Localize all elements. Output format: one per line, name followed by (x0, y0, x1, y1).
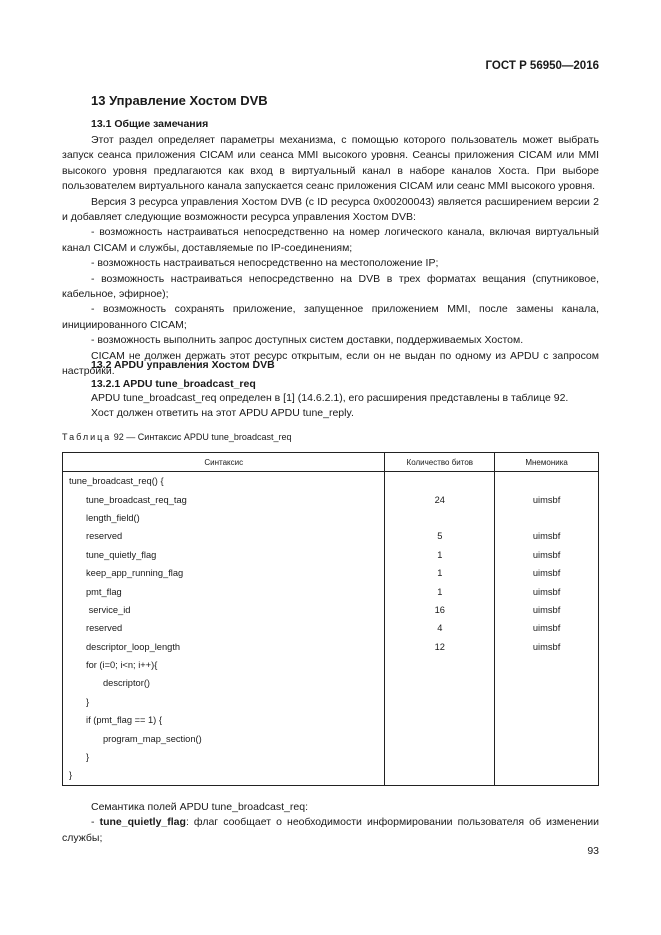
paragraph: Версия 3 ресурса управления Хостом DVB (с ID ресурса 0x00200043) является расширением версии 2 и добавляет следующие возможности ресурса управления Хостом DVB: (62, 195, 599, 224)
syntax-cell: tune_broadcast_req() { (69, 476, 164, 487)
syntax-cell: keep_app_running_flag (86, 568, 184, 579)
semantics-text (62, 800, 599, 846)
table-caption-prefix: Таблица (62, 432, 112, 442)
table-caption-text: 92 — Синтаксис APDU tune_broadcast_req (111, 432, 292, 442)
section-heading: 13 Управление Хостом DVB (91, 93, 268, 108)
syntax-cell: reserved (86, 531, 123, 542)
syntax-cell: length_field() (86, 512, 140, 523)
mnemonic-cell (495, 472, 599, 491)
table-row (63, 711, 599, 729)
mnemonic-cell (495, 509, 599, 527)
mnemonic-cell: uimsbf (495, 601, 599, 619)
list-prefix: - (91, 816, 100, 829)
bits-cell (385, 472, 495, 491)
syntax-cell: reserved (86, 623, 123, 634)
mnemonic-cell: uimsbf (495, 527, 599, 545)
syntax-cell: if (pmt_flag == 1) { (86, 715, 162, 726)
subsection-heading-apdu: 13.2 APDU управления Хостом DVB (91, 359, 275, 371)
syntax-cell: } (86, 696, 90, 707)
bits-cell: 1 (385, 582, 495, 600)
syntax-cell: pmt_flag (86, 586, 122, 597)
list-item: - возможность настраиваться непосредственно на DVB в трех форматах вещания (спутниковое, кабельное, эфирное); (62, 272, 599, 301)
table-header-row (63, 453, 599, 472)
subsection-heading-general: 13.1 Общие замечания (91, 118, 209, 130)
paragraph: CICAM не должен держать этот ресурс открытым, если он не выдан по одному из APDU с запросом настройки. (62, 349, 599, 378)
bits-cell: 4 (385, 619, 495, 637)
mnemonic-cell: uimsbf (495, 546, 599, 564)
syntax-table (62, 452, 599, 786)
bits-cell: 1 (385, 564, 495, 582)
mnemonic-cell: uimsbf (495, 490, 599, 508)
syntax-cell: tune_broadcast_req_tag (86, 494, 187, 505)
mnemonic-cell: uimsbf (495, 564, 599, 582)
syntax-cell: } (86, 752, 90, 763)
paragraph: Хост должен ответить на этот APDU APDU tune_reply. (91, 407, 354, 420)
standard-number: ГОСТ Р 56950—2016 (485, 60, 599, 72)
bits-cell (385, 711, 495, 729)
table-row (63, 564, 599, 582)
table-row (63, 748, 599, 766)
table-row (63, 674, 599, 692)
table-row (63, 693, 599, 711)
bits-cell: 16 (385, 601, 495, 619)
syntax-cell: program_map_section() (103, 733, 202, 744)
apdu-text (62, 391, 599, 422)
table-row (63, 656, 599, 674)
bits-cell (385, 729, 495, 747)
field-term: tune_quietly_flag (99, 816, 186, 829)
field-description: : флаг сообщает о необходимости информировании пользователя об изменении службы; (62, 816, 599, 844)
table-row (63, 619, 599, 637)
mnemonic-cell: uimsbf (495, 638, 599, 656)
mnemonic-cell (495, 766, 599, 785)
list-item: - возможность сохранять приложение, запущенное приложением MMI, после замены канала, инициированного CICAM; (62, 303, 599, 331)
bits-cell (385, 509, 495, 527)
bits-cell (385, 693, 495, 711)
header-mnemonic: Мнемоника (495, 453, 599, 472)
list-item: - возможность настраиваться непосредственно на номер логического канала, включая виртуальный канал CICAM и службы, доставляемые по IP-соединениям; (62, 226, 599, 254)
mnemonic-cell (495, 693, 599, 711)
table-caption (62, 432, 291, 442)
subsubsection-heading: 13.2.1 APDU tune_broadcast_req (91, 378, 256, 390)
table-row (63, 729, 599, 747)
page-number: 93 (587, 845, 599, 857)
bits-cell (385, 674, 495, 692)
table-row (63, 638, 599, 656)
bits-cell (385, 656, 495, 674)
mnemonic-cell (495, 674, 599, 692)
header-bits: Количество битов (385, 453, 495, 472)
table-row (63, 601, 599, 619)
mnemonic-cell (495, 656, 599, 674)
paragraph: Семантика полей APDU tune_broadcast_req: (91, 801, 308, 813)
syntax-cell: service_id (86, 604, 131, 615)
syntax-cell: } (69, 770, 73, 781)
list-item: - возможность настраиваться непосредственно на местоположение IP; (91, 257, 439, 270)
mnemonic-cell: uimsbf (495, 619, 599, 637)
header-syntax: Синтаксис (63, 453, 385, 472)
list-item: - возможность выполнить запрос доступных систем доставки, поддерживаемых Хостом. (91, 334, 524, 347)
syntax-cell: descriptor_loop_length (86, 641, 181, 652)
paragraph: APDU tune_broadcast_req определен в [1] (14.6.2.1), его расширения представлены в таблице 92. (91, 392, 569, 404)
list-item (62, 815, 599, 846)
bits-cell: 12 (385, 638, 495, 656)
bits-cell: 24 (385, 490, 495, 508)
table-row (63, 490, 599, 508)
paragraph: Этот раздел определяет параметры механизма, с помощью которого пользователь может выбрать запуск сеанса приложения CICAM или сеанса MMI высокого уровня. Сеансы приложения CICAM или MMI высокого уровня предлагаются как вход в виртуальный канал в наборе каналов Хоста. При выборе пользователем виртуального канала запускается сеанс приложения CICAM или сеанс MMI высокого уровня. (62, 134, 599, 193)
bits-cell: 5 (385, 527, 495, 545)
table-row (63, 472, 599, 491)
syntax-cell: for (i=0; i<n; i++){ (86, 660, 158, 671)
syntax-cell: descriptor() (103, 678, 151, 689)
mnemonic-cell (495, 729, 599, 747)
table-row (63, 509, 599, 527)
bits-cell (385, 766, 495, 785)
mnemonic-cell (495, 748, 599, 766)
table-row (63, 546, 599, 564)
syntax-cell: tune_quietly_flag (86, 549, 157, 560)
mnemonic-cell (495, 711, 599, 729)
table-row (63, 582, 599, 600)
table-row (63, 766, 599, 785)
general-remarks-text (62, 133, 599, 380)
bits-cell (385, 748, 495, 766)
table-row (63, 527, 599, 545)
bits-cell: 1 (385, 546, 495, 564)
mnemonic-cell: uimsbf (495, 582, 599, 600)
